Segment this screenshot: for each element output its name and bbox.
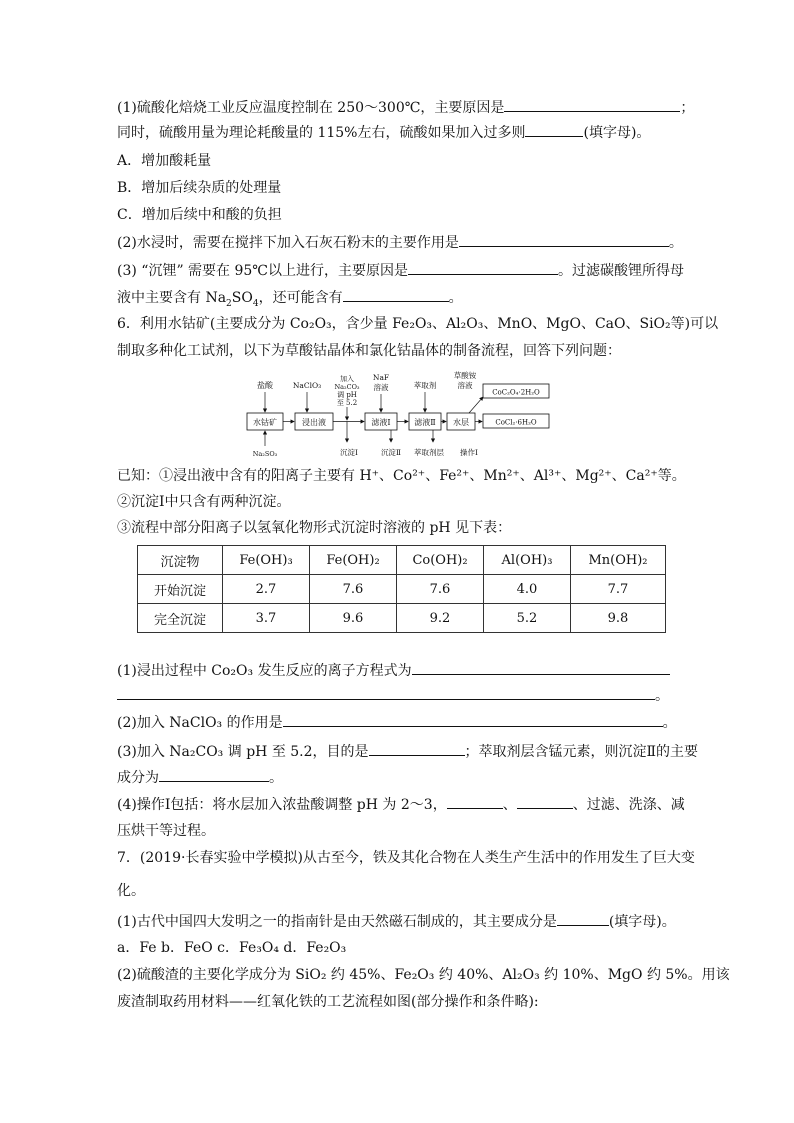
flow-label-ammonium-oxalate: 草酸铵 xyxy=(453,371,477,380)
flow-label-naclo3: NaClO₃ xyxy=(292,381,322,390)
q5-part1b-line: 同时，硫酸用量为理论耗酸量的 115%左右，硫酸如果加入过多则 (填字母)。 xyxy=(117,122,650,143)
q6-sub3-line: (3)加入 Na₂CO₃ 调 pH 至 5.2，目的是 ；萃取剂层含锰元素，则沉淀Ⅱ的主要 xyxy=(117,741,698,762)
flow-label-add: 加入 xyxy=(340,375,354,383)
flow-label-naf-solution: 溶液 xyxy=(373,383,389,392)
ph-table-header: Fe(OH)₂ xyxy=(310,546,397,575)
flow-box-leachate-label: 浸出液 xyxy=(302,418,326,427)
flow-box-filtrate-2-label: 滤液Ⅱ xyxy=(414,418,436,427)
q6-sub4-line: (4)操作Ⅰ包括：将水层加入浓盐酸调整 pH 为 2～3， 、 、过滤、洗涤、减 xyxy=(117,794,685,815)
flow-label-extractant: 萃取剂 xyxy=(413,381,437,390)
q5-part3-line: (3) “沉锂” 需要在 95℃以上进行，主要原因是 。过滤碳酸锂所得母 xyxy=(117,260,684,281)
q6-sub3b-blank[interactable] xyxy=(159,767,269,782)
q6-sub1-blank[interactable] xyxy=(412,660,670,675)
ph-table-header: Mn(OH)₂ xyxy=(571,546,666,575)
q5-part3-text: (3) “沉锂” 需要在 95℃以上进行，主要原因是 xyxy=(117,263,408,279)
q6-sub1-text: (1)浸出过程中 Co₂O₃ 发生反应的离子方程式为 xyxy=(117,663,412,679)
flow-box-ore-label: 水钴矿 xyxy=(253,418,277,427)
ph-table-cell: 7.6 xyxy=(310,575,397,604)
q7-sub1-line: (1)古代中国四大发明之一的指南针是由天然磁石制成的，其主要成分是 (填字母)。 xyxy=(117,911,676,932)
q6-intro-line1: 6．利用水钴矿(主要成分为 Co₂O₃，含少量 Fe₂O₃、Al₂O₃、MnO、MgO、CaO、SiO₂等)可以 xyxy=(117,316,719,332)
q7-sub1-blank[interactable] xyxy=(557,911,609,926)
flow-label-extractant-layer: 萃取剂层 xyxy=(414,448,444,457)
flow-label-na2so3: Na₂SO₃ xyxy=(252,450,278,458)
q5-part2-line: (2)水浸时，需要在搅拌下加入石灰石粉末的主要作用是 。 xyxy=(117,232,683,253)
ph-table-cell: 3.7 xyxy=(223,604,310,633)
ph-table-cell: 9.6 xyxy=(310,604,397,633)
q5-part3b-line: 液中主要含有 $Na_2SO_4$，还可能含有 。 xyxy=(117,287,463,314)
table-row xyxy=(138,575,666,604)
q5-part2-text: (2)水浸时，需要在搅拌下加入石灰石粉末的主要作用是 xyxy=(117,235,459,251)
flow-product-oxalate-label: CoC₂O₄·2H₂O xyxy=(492,388,540,397)
flow-label-ammonium-oxalate-solution: 溶液 xyxy=(457,381,473,390)
q5-part1-text: (1)硫酸化焙烧工业反应温度控制在 250～300℃，主要原因是 xyxy=(117,100,505,116)
flow-label-precipitate-2: 沉淀Ⅱ xyxy=(380,448,402,457)
q5-option-c: C．增加后续中和酸的负担 xyxy=(117,207,282,223)
q6-sub1-line2: 。 xyxy=(117,685,669,706)
ph-table-cell: 5.2 xyxy=(484,604,571,633)
q6-sub4-text: (4)操作Ⅰ包括：将水层加入浓盐酸调整 pH 为 2～3， xyxy=(117,797,447,813)
table-row xyxy=(138,604,666,633)
q6-sub4b-line: 压烘干等过程。 xyxy=(117,823,215,839)
flow-product-chloride-label: CoCl₂·6H₂O xyxy=(495,418,537,427)
ph-table-cell: 完全沉淀 xyxy=(138,604,223,633)
q5-part1-line: (1)硫酸化焙烧工业反应温度控制在 250～300℃，主要原因是 ； xyxy=(117,97,694,118)
q7-sub2-line1: (2)硫酸渣的主要化学成分为 SiO₂ 约 45%、Fe₂O₃ 约 40%、Al₂O₃ 约 10%、MgO 约 5%。用该 xyxy=(117,967,730,983)
ph-table-cell: 9.2 xyxy=(397,604,484,633)
flow-box-filtrate-1-label: 滤液Ⅰ xyxy=(371,418,391,427)
q6-sub3-text: (3)加入 Na₂CO₃ 调 pH 至 5.2，目的是 xyxy=(117,744,369,760)
q7-sub2-line2: 废渣制取药用材料——红氧化铁的工艺流程如图(部分操作和条件略): xyxy=(117,994,539,1010)
flow-label-adjust-ph: 调 pH xyxy=(337,391,357,399)
ph-table-cell: 2.7 xyxy=(223,575,310,604)
ph-table-cell: 开始沉淀 xyxy=(138,575,223,604)
flow-label-operation-1: 操作Ⅰ xyxy=(460,448,478,457)
flow-box-water-layer-label: 水层 xyxy=(453,418,469,427)
q6-sub3b-line: 成分为 。 xyxy=(117,767,283,788)
q6-known-2: ②沉淀Ⅰ中只含有两种沉淀。 xyxy=(117,494,291,510)
q7-sub1-options: a．Fe b．FeO c．Fe₃O₄ d．Fe₂O₃ xyxy=(117,940,347,956)
ph-table-header: Co(OH)₂ xyxy=(397,546,484,575)
flow-label-precipitate-1: 沉淀Ⅰ xyxy=(340,448,358,457)
ph-table xyxy=(137,545,666,633)
q5-part2-blank[interactable] xyxy=(459,232,669,247)
q6-sub4-blank-2[interactable] xyxy=(517,794,573,809)
ph-table-header: Al(OH)₃ xyxy=(484,546,571,575)
ph-table-cell: 7.7 xyxy=(571,575,666,604)
q7-intro-line1: 7．(2019·长春实验中学模拟)从古至今，铁及其化合物在人类生产生活中的作用发生了巨大变 xyxy=(117,850,695,866)
q6-sub2-blank[interactable] xyxy=(283,712,663,727)
q5-part1-blank[interactable] xyxy=(504,97,680,112)
flow-label-hcl: 盐酸 xyxy=(257,381,273,390)
flow-label-na2co3: Na₂CO₃ xyxy=(334,383,360,391)
q6-known-3: ③流程中部分阳离子以氢氧化物形式沉淀时溶液的 pH 见下表： xyxy=(117,520,512,536)
q7-sub1-text: (1)古代中国四大发明之一的指南针是由天然磁石制成的，其主要成分是 xyxy=(117,914,557,930)
ph-table-cell: 7.6 xyxy=(397,575,484,604)
q6-sub3-blank[interactable] xyxy=(369,741,465,756)
ph-table-cell: 4.0 xyxy=(484,575,571,604)
q7-intro-line2: 化。 xyxy=(117,883,145,899)
q6-known-1: 已知：①浸出液中含有的阳离子主要有 H⁺、Co²⁺、Fe²⁺、Mn²⁺、Al³⁺、Mg²⁺、Ca²⁺等。 xyxy=(117,468,686,484)
ph-table-header-row xyxy=(138,546,666,575)
q5-part1b-text: 同时，硫酸用量为理论耗酸量的 115%左右，硫酸如果加入过多则 xyxy=(117,125,526,141)
q5-option-b: B．增加后续杂质的处理量 xyxy=(117,180,282,196)
q5-part3-blank[interactable] xyxy=(408,260,558,275)
q6-sub1-line xyxy=(117,660,670,681)
q5-part1b-blank[interactable] xyxy=(525,122,583,137)
flow-label-naf: NaF xyxy=(372,373,390,382)
ph-table-cell: 9.8 xyxy=(571,604,666,633)
q6-sub2-text: (2)加入 NaClO₃ 的作用是 xyxy=(117,715,283,731)
q6-intro-line2: 制取多种化工试剂，以下为草酸钴晶体和氯化钴晶体的制备流程，回答下列问题： xyxy=(117,343,621,359)
q6-sub2-line: (2)加入 NaClO₃ 的作用是 。 xyxy=(117,712,677,733)
q6-sub1-blank-2[interactable] xyxy=(117,685,655,700)
process-flow-diagram xyxy=(243,370,563,462)
ph-table-header: Fe(OH)₃ xyxy=(223,546,310,575)
flow-label-to-5-2: 至 5.2 xyxy=(336,399,358,407)
q5-part3b-blank[interactable] xyxy=(343,287,449,302)
q5-option-a: A．增加酸耗量 xyxy=(117,153,212,169)
q6-sub4-blank-1[interactable] xyxy=(447,794,503,809)
ph-table-header: 沉淀物 xyxy=(138,546,223,575)
